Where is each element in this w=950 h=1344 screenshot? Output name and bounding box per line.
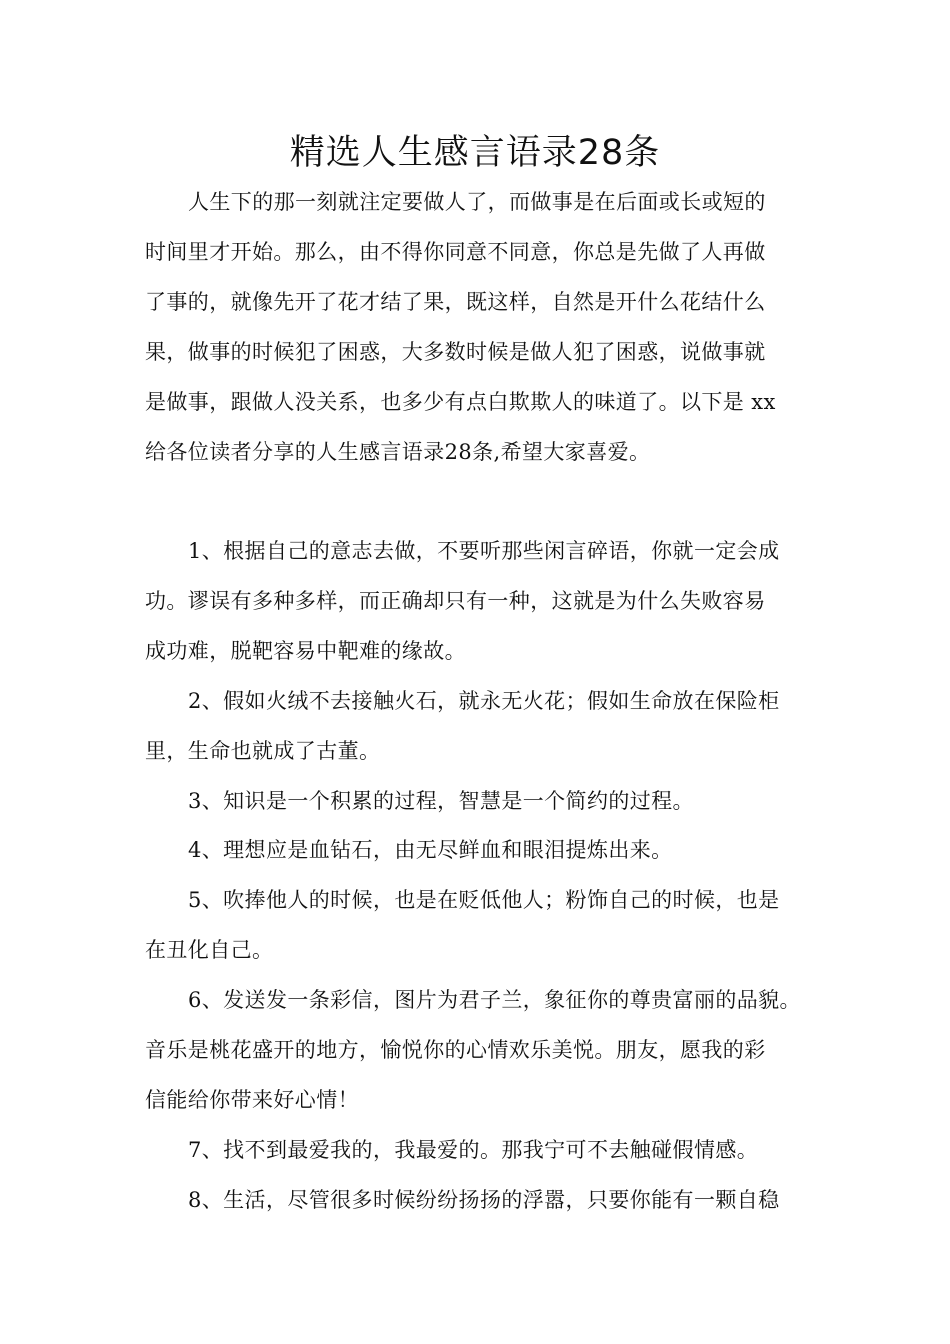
quote-7-line-1: 7、找不到最爱我的，我最爱的。那我宁可不去触碰假情感。 bbox=[188, 1138, 759, 1162]
quote-1-line-1: 1、根据自己的意志去做，不要听那些闲言碎语，你就一定会成 bbox=[188, 539, 780, 563]
intro-line-5: 是做事，跟做人没关系，也多少有点白欺欺人的味道了。以下是 xx bbox=[145, 390, 776, 414]
quote-3-line-1: 3、知识是一个积累的过程，智慧是一个简约的过程。 bbox=[188, 789, 694, 813]
intro-line-2: 时间里才开始。那么，由不得你同意不同意，你总是先做了人再做 bbox=[145, 240, 766, 264]
quote-5-line-2: 在丑化自己。 bbox=[145, 938, 274, 962]
document-title: 精选人生感言语录28条 bbox=[289, 133, 661, 173]
quote-6-line-1: 6、发送发一条彩信，图片为君子兰，象征你的尊贵富丽的品貌。 bbox=[188, 988, 801, 1012]
quote-6-line-3: 信能给你带来好心情！ bbox=[145, 1088, 359, 1112]
quote-4-line-1: 4、理想应是血钻石，由无尽鲜血和眼泪提炼出来。 bbox=[188, 838, 673, 862]
quote-1-line-2: 功。谬误有多种多样，而正确却只有一种，这就是为什么失败容易 bbox=[145, 589, 766, 613]
intro-line-1: 人生下的那一刻就注定要做人了，而做事是在后面或长或短的 bbox=[188, 190, 766, 214]
quote-1-line-3: 成功难，脱靶容易中靶难的缘故。 bbox=[145, 639, 466, 663]
quote-2-line-1: 2、假如火绒不去接触火石，就永无火花；假如生命放在保险柜 bbox=[188, 689, 780, 713]
quote-5-line-1: 5、吹捧他人的时候，也是在贬低他人；粉饰自己的时候，也是 bbox=[188, 888, 780, 912]
intro-line-6: 给各位读者分享的人生感言语录28条,希望大家喜爱。 bbox=[145, 440, 651, 464]
intro-line-4: 果，做事的时候犯了困惑，大多数时候是做人犯了困惑，说做事就 bbox=[145, 340, 766, 364]
intro-line-3: 了事的，就像先开了花才结了果，既这样，自然是开什么花结什么 bbox=[145, 290, 766, 314]
quote-6-line-2: 音乐是桃花盛开的地方，愉悦你的心情欢乐美悦。朋友，愿我的彩 bbox=[145, 1038, 766, 1062]
quote-2-line-2: 里，生命也就成了古董。 bbox=[145, 739, 381, 763]
quote-8-line-1: 8、生活，尽管很多时候纷纷扬扬的浮嚣，只要你能有一颗自稳 bbox=[188, 1188, 780, 1212]
